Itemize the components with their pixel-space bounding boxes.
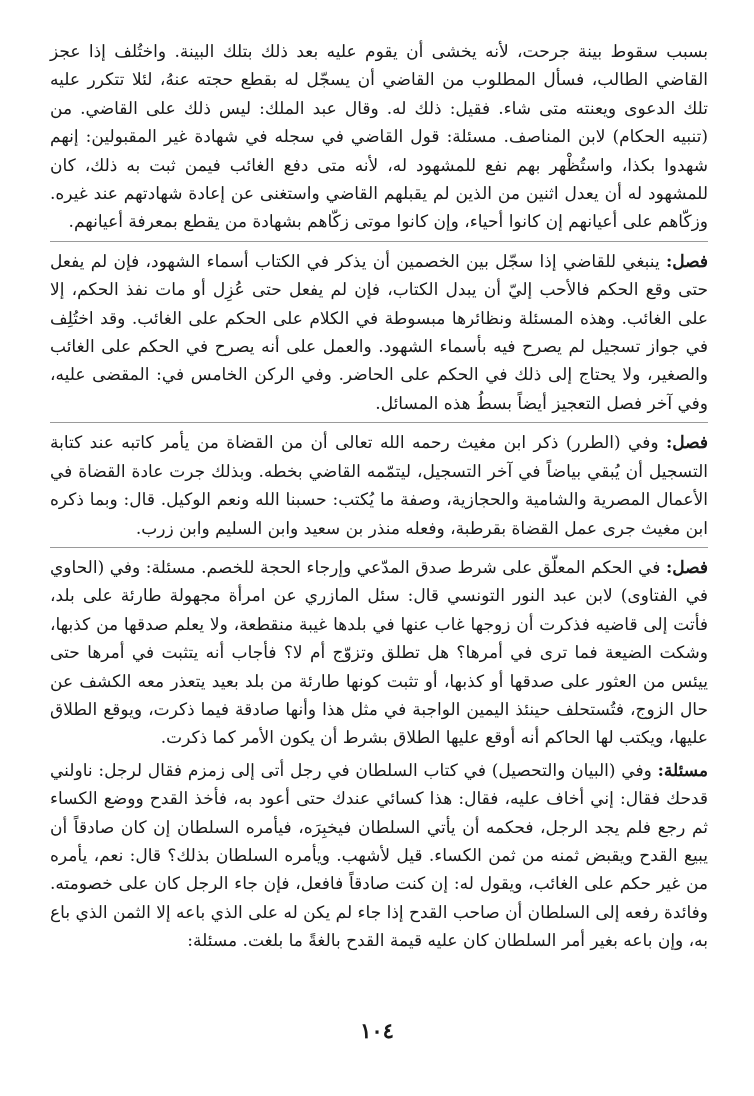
body-text — [50, 38, 708, 956]
paragraph-text: في الحكم المعلّق على شرط صدق المدّعي وإرجاء الحجة للخصم. مسئلة: وفي (الحاوي في الفتاوى) لابن عبد النور التونسي قال: سئل المازري عن امرأة مجهولة طارئة على بلد، فأتت إلى قاضيه فذكرت أن زوجها غاب عنها في بلدها غيبة منقطعة، ولا يعلم صدقها من كذبها، وشكت الضيعة فما ترى في أمرها؟ هل تطلق وتزوّج أم لا؟ فأجاب أنه يتثبت في أمرها حتى ييئس من العثور على صدقها أو كذبها، أو تثبت كونها طارئة من بلد بعيد يتعذر معه الكشف عن حال الزوج، فتُستحلف حينئذ اليمين الواجبة في مثل هذا وأنها صادقة فيما ذكرت، ويوقع الطلاق عليها، ويكتب لها الحاكم أنه أوقع عليها الطلاق بشرط أن يكون الأمر كما ذكرت. — [50, 557, 708, 749]
page-number: ١٠٤ — [360, 1018, 394, 1043]
section-heading: فصل: — [665, 251, 708, 272]
paragraph — [50, 757, 708, 956]
paragraph — [50, 554, 708, 753]
paragraph — [50, 38, 708, 242]
section-heading: مسئلة: — [657, 760, 708, 781]
paragraph — [50, 429, 708, 548]
paragraph-text: وفي (الطرر) ذكر ابن مغيث رحمه الله تعالى أن من القضاة من يأمر كاتبه عند كتابة التسجيل أن يُبقي بياضاً في آخر التسجيل، ليتمّمه القاضي بخطه. وبذلك جرت عادة القضاة في الأعمال المصرية والشامية والحجازية، وصفة ما يُكتب: حسبنا الله ونعم الوكيل. قال: وبما ذكره ابن مغيث جرى عمل القضاة بقرطبة، وفعله منذر بن سعيد وابن السليم وابن زرب. — [50, 433, 708, 539]
paragraph — [50, 248, 708, 423]
section-heading: فصل: — [665, 557, 709, 578]
paragraph-text: بسبب سقوط بينة جرحت، لأنه يخشى أن يقوم عليه بعد ذلك بتلك البينة. واختُلف إذا عجز القاضي الطالب، فسأل المطلوب من القاضي أن يسجّل له بقطع حجته عنهُ، لئلا تتكرر عليه تلك الدعوى ويعنته متى شاء. فقيل: ذلك له. وقال عبد الملك: ليس ذلك على القاضي. من (تنبيه الحكام) لابن المناصف. مسئلة: قول القاضي في سجله في شهادة غير المقبولين: إنهم شهدوا بكذا، واستُظْهر بهم نفع للمشهود له، لأنه متى دفع الغائب فيمن ثبت به ذلك، كان للمشهود له أن يعدل اثنين من الذين لم يقبلهم القاضي واستغنى عن إعادة شهادتهم عند غيره. وزكّاهم على أعيانهم إن كانوا أحياء، وإن كانوا موتى زكّاهم بشهادة من يقطع بمعرفة أعيانهم. — [50, 42, 708, 233]
section-heading: فصل: — [665, 433, 708, 454]
paragraph-text: وفي (البيان والتحصيل) في كتاب السلطان في رجل أتى إلى زمزم فقال لرجل: ناولني قدحك فقال: إني أخاف عليه، فقال: هذا كسائي عندك حتى أعود به، فأخذ القدح ووضع الكساء ثم رجع فلم يجد الرجل، فحكمه أن يأتي السلطان فيخبِرَه، فيأمره السلطان إن كان صادقاً أن يبيع القدح ويقبض ثمنه من ثمن الكساء. قيل لأشهب. ويأمره السلطان بذلك؟ قال: نعم، يأمره من غير حكم على الغائب، ويقول له: إن كنت صادقاً فافعل، فإن جاء الرجل كان على خصومته. وفائدة رفعه إلى السلطان أن صاحب القدح إذا جاء لم يكن له على الذي باعه إلا الثمن الذي باع به، وإن باعه بغير أمر السلطان كان عليه قيمة القدح بالغةً ما بلغت. مسئلة: — [50, 760, 708, 952]
paragraph-text: ينبغي للقاضي إذا سجّل بين الخصمين أن يذكر في الكتاب أسماء الشهود، فإن لم يفعل حتى وقع الحكم فالأحب إليّ أن يبدل الكتاب، فإن لم يفعل حتى عُزِل أو مات نفذ الحكم، إلا على الغائب. وهذه المسئلة ونظائرها مبسوطة في الكلام على الحكم على الغائب. وقد اختُلِف في جواز تسجيل لم يصرح فيه بأسماء الشهود. والعمل على أنه يصرح في الحكم على الغائب والصغير، ولا يحتاج إلى ذلك في الحكم على الحاضر. وفي الركن الخامس في: المقضى عليه، وفي آخر فصل التعجيز أيضاً بسطُ هذه المسائل. — [50, 251, 708, 414]
